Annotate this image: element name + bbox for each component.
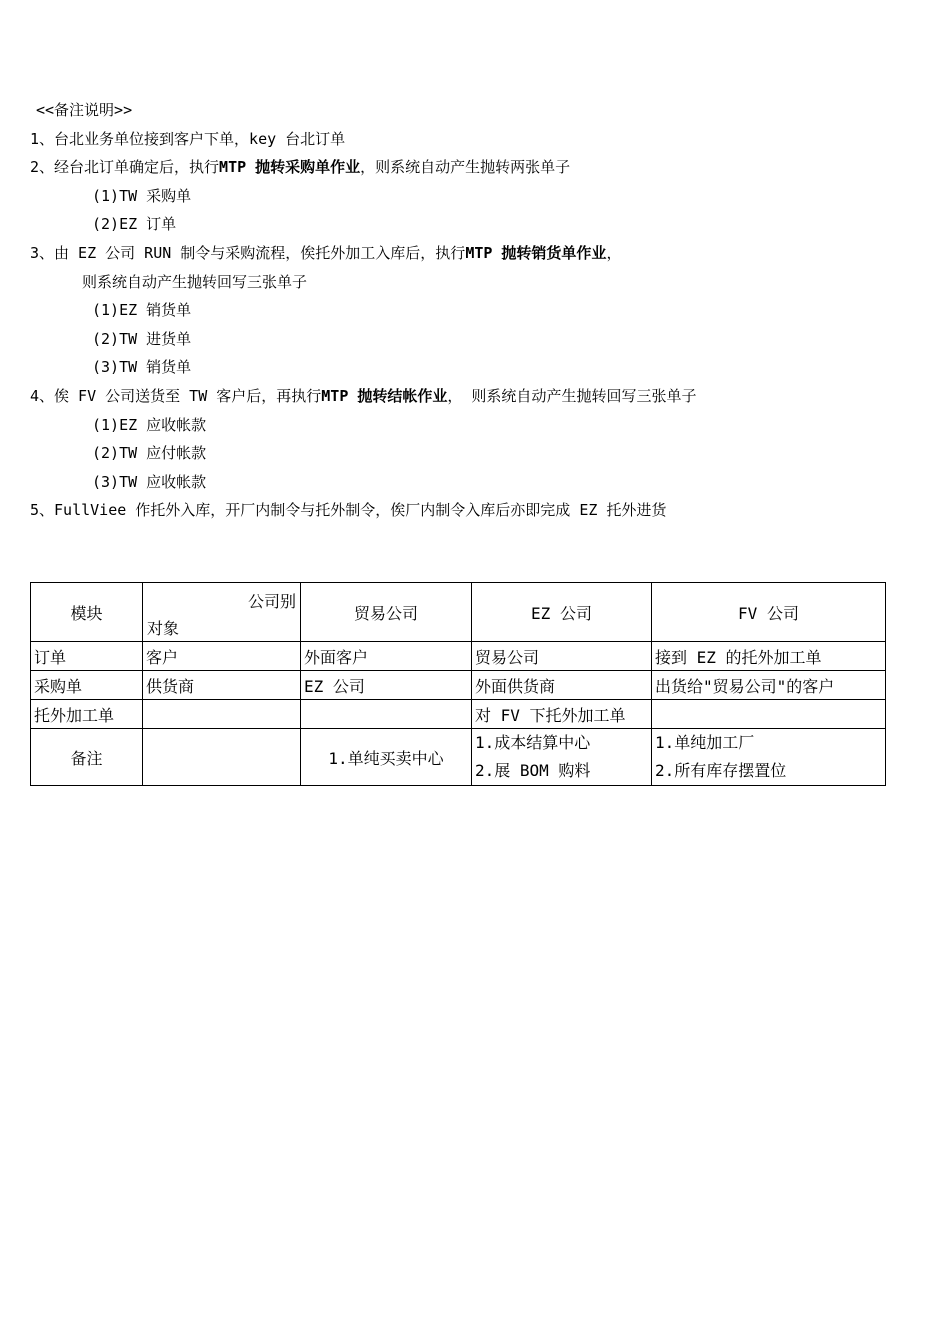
note-3-b: (2)TW 进货单 [92,329,192,348]
note-3-bold: MTP 抛转销货单作业 [465,243,607,262]
remarks-fv-line-1: 1.单纯加工厂 [655,733,755,752]
table-row [31,700,886,729]
note-5: 5、FullViee 作托外入库，开厂内制令与托外制令，俟厂内制令入库后亦即完成 EZ 托外进货 [30,501,667,520]
table-header-row [31,583,886,642]
note-3-cont: 则系统自动产生抛转回写三张单子 [82,272,308,291]
company-module-table [30,582,886,786]
note-2-post: ，则系统自动产生抛转两张单子 [360,158,571,177]
cell-ez: 外面供货商 [472,671,652,700]
header-fv-company: FV 公司 [652,583,886,642]
note-4-c: (3)TW 应收帐款 [92,472,207,491]
cell-remarks-trade: 1.单纯买卖中心 [301,729,472,786]
notes-section [30,96,696,525]
cell-object [143,700,301,729]
note-4-pre: 4、俟 FV 公司送货至 TW 客户后，再执行 [30,386,322,405]
header-module: 模块 [31,583,143,642]
header-object-label: 对象 [147,619,180,638]
note-1: 1、台北业务单位接到客户下单，key 台北订单 [30,129,346,148]
cell-module: 采购单 [31,671,143,700]
note-2-b: (2)EZ 订单 [92,215,177,234]
table-row-remarks [31,729,886,786]
note-2-a: (1)TW 采购单 [92,186,192,205]
note-4-a: (1)EZ 应收帐款 [92,415,207,434]
note-3-pre: 3、由 EZ 公司 RUN 制令与采购流程，俟托外加工入库后，执行 [30,243,466,262]
cell-module: 托外加工单 [31,700,143,729]
header-company-label: 公司别 [247,592,296,611]
note-3-post: ， [606,243,622,262]
cell-trade: EZ 公司 [301,671,472,700]
header-ez-company: EZ 公司 [472,583,652,642]
header-corner-cell [143,583,301,642]
note-2 [30,153,696,182]
header-trade-company: 贸易公司 [301,583,472,642]
cell-remarks-fv [652,729,886,786]
cell-object: 客户 [143,642,301,671]
note-4-bold: MTP 抛转结帐作业 [321,386,448,405]
cell-ez: 对 FV 下托外加工单 [472,700,652,729]
cell-trade: 外面客户 [301,642,472,671]
remarks-ez-line-1: 1.成本结算中心 [475,733,591,752]
notes-title: <<备注说明>> [36,101,133,119]
cell-trade [301,700,472,729]
cell-remarks-object [143,729,301,786]
note-4 [30,382,696,411]
cell-fv: 出货给"贸易公司"的客户 [652,671,886,700]
cell-ez: 贸易公司 [472,642,652,671]
note-4-post: ， 则系统自动产生抛转回写三张单子 [447,386,697,405]
cell-module: 订单 [31,642,143,671]
note-2-pre: 2、经台北订单确定后，执行 [30,158,220,177]
table-row [31,642,886,671]
remarks-fv-line-2: 2.所有库存摆置位 [655,761,787,780]
table-row [31,671,886,700]
cell-remarks-ez [472,729,652,786]
note-3 [30,239,696,268]
note-2-bold: MTP 抛转采购单作业 [219,158,361,177]
cell-fv: 接到 EZ 的托外加工单 [652,642,886,671]
note-3-a: (1)EZ 销货单 [92,301,192,320]
remarks-ez-line-2: 2.展 BOM 购料 [475,761,591,780]
note-4-b: (2)TW 应付帐款 [92,444,207,463]
cell-remarks-label: 备注 [31,729,143,786]
cell-fv [652,700,886,729]
cell-object: 供货商 [143,671,301,700]
note-3-c: (3)TW 销货单 [92,358,192,377]
